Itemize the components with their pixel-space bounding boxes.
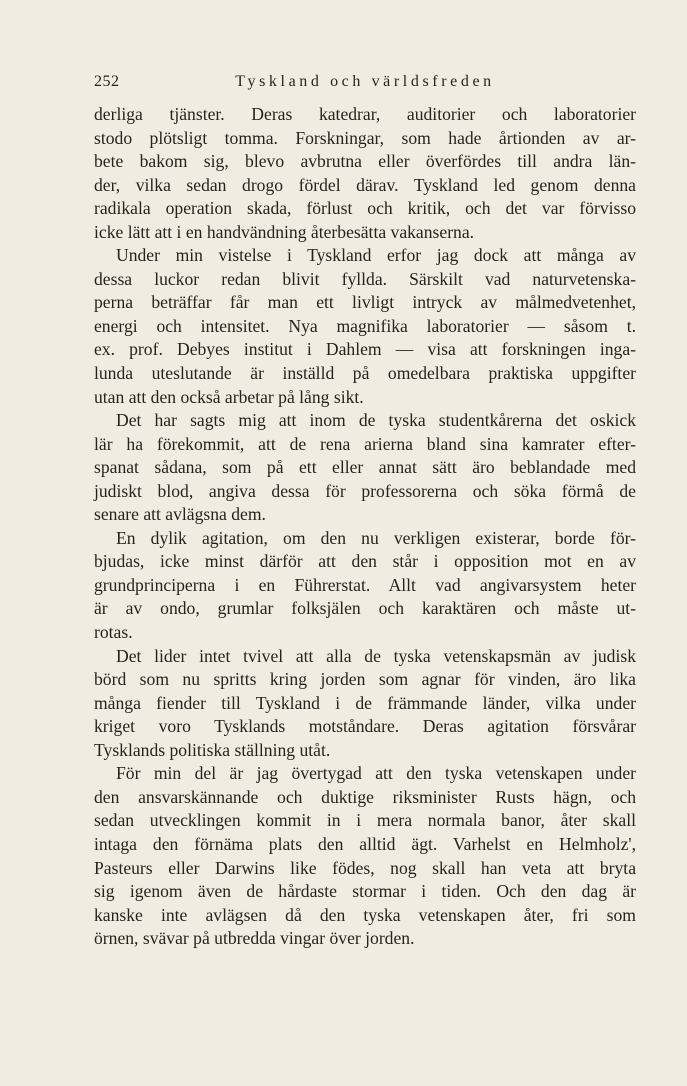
- page-number: 252: [94, 73, 120, 90]
- text-line: radikala operation skada, förlust och kritik, och det var förvisso: [94, 198, 636, 219]
- text-line: den ansvarskännande och duktige riksminister Rusts hägn, och: [94, 786, 636, 807]
- text-line: spanat sådana, som på ett eller annat sätt äro beblandade med: [94, 457, 636, 478]
- text-line: rotas.: [94, 622, 133, 643]
- text-line: icke lätt att i en handvändning återbesätta vakanserna.: [94, 221, 475, 242]
- text-line: kanske inte avlägsen då den tyska vetenskapen åter, fri som: [94, 904, 636, 925]
- text-line: sedan utvecklingen kommit in i mera normala banor, åter skall: [94, 810, 636, 831]
- text-line: För min del är jag övertygad att den tyska vetenskapen under: [116, 763, 636, 784]
- text-line: derliga tjänster. Deras katedrar, auditorier och laboratorier: [94, 104, 636, 124]
- text-line: lunda uteslutande är inställd på omedelbara praktiska uppgifter: [94, 363, 636, 384]
- text-line: utan att den också arbetar på lång sikt.: [94, 386, 364, 407]
- text-line: Under min vistelse i Tyskland erfor jag dock att många av: [116, 245, 636, 266]
- text-line: energi och intensitet. Nya magnifika laboratorier — såsom t.: [94, 315, 636, 336]
- text-line: Det lider intet tvivel att alla de tyska vetenskapsmän av judisk: [116, 645, 636, 666]
- text-line: bjudas, icke minst därför att den står i opposition mot en av: [94, 551, 636, 572]
- text-line: örnen, svävar på utbredda vingar över jorden.: [94, 928, 415, 949]
- text-line: Det har sagts mig att inom de tyska studentkårerna det oskick: [116, 410, 636, 431]
- text-line: stodo plötsligt tomma. Forskningar, som hade årtionden av ar-: [94, 127, 636, 148]
- text-line: bete bakom sig, blevo avbrutna eller överfördes till andra län-: [94, 151, 636, 172]
- text-line: dessa luckor redan blivit fyllda. Särskilt vad naturvetenska-: [94, 268, 636, 289]
- text-line: lär ha förekommit, att de rena arierna bland sina kamrater efter-: [94, 433, 636, 454]
- text-line: Tysklands politiska ställning utåt.: [94, 739, 331, 760]
- page-header: [94, 73, 636, 97]
- text-line: ex. prof. Debyes institut i Dahlem — visa att forskningen inga-: [94, 339, 636, 360]
- text-line: En dylik agitation, om den nu verkligen existerar, borde för-: [116, 527, 636, 548]
- text-line: senare att avlägsna dem.: [94, 504, 266, 525]
- text-line: judiskt blod, angiva dessa för professorerna och söka förmå de: [94, 480, 636, 501]
- text-line: der, vilka sedan drogo fördel därav. Tyskland led genom denna: [94, 174, 636, 195]
- text-line: perna beträffar får man ett livligt intryck av målmedvetenhet,: [94, 292, 636, 313]
- text-line: Pasteurs eller Darwins like födes, nog skall han veta att bryta: [94, 857, 636, 878]
- text-line: grundprinciperna i en Führerstat. Allt vad angivarsystem heter: [94, 574, 636, 595]
- text-line: många fiender till Tyskland i de främmande länder, vilka under: [94, 692, 636, 713]
- body-text: [94, 103, 636, 951]
- running-title: Tyskland och världsfreden: [235, 73, 495, 90]
- text-line: är av ondo, grumlar folksjälen och karaktären och måste ut-: [94, 598, 636, 619]
- text-line: kriget voro Tysklands motståndare. Deras agitation försvårar: [94, 716, 636, 737]
- text-line: intaga den förnäma plats den alltid ägt. Varhelst en Helmholz',: [94, 833, 636, 854]
- text-line: sig igenom även de hårdaste stormar i tiden. Och den dag är: [94, 881, 636, 902]
- text-line: börd som nu spritts kring jorden som agnar för vinden, äro lika: [94, 669, 636, 690]
